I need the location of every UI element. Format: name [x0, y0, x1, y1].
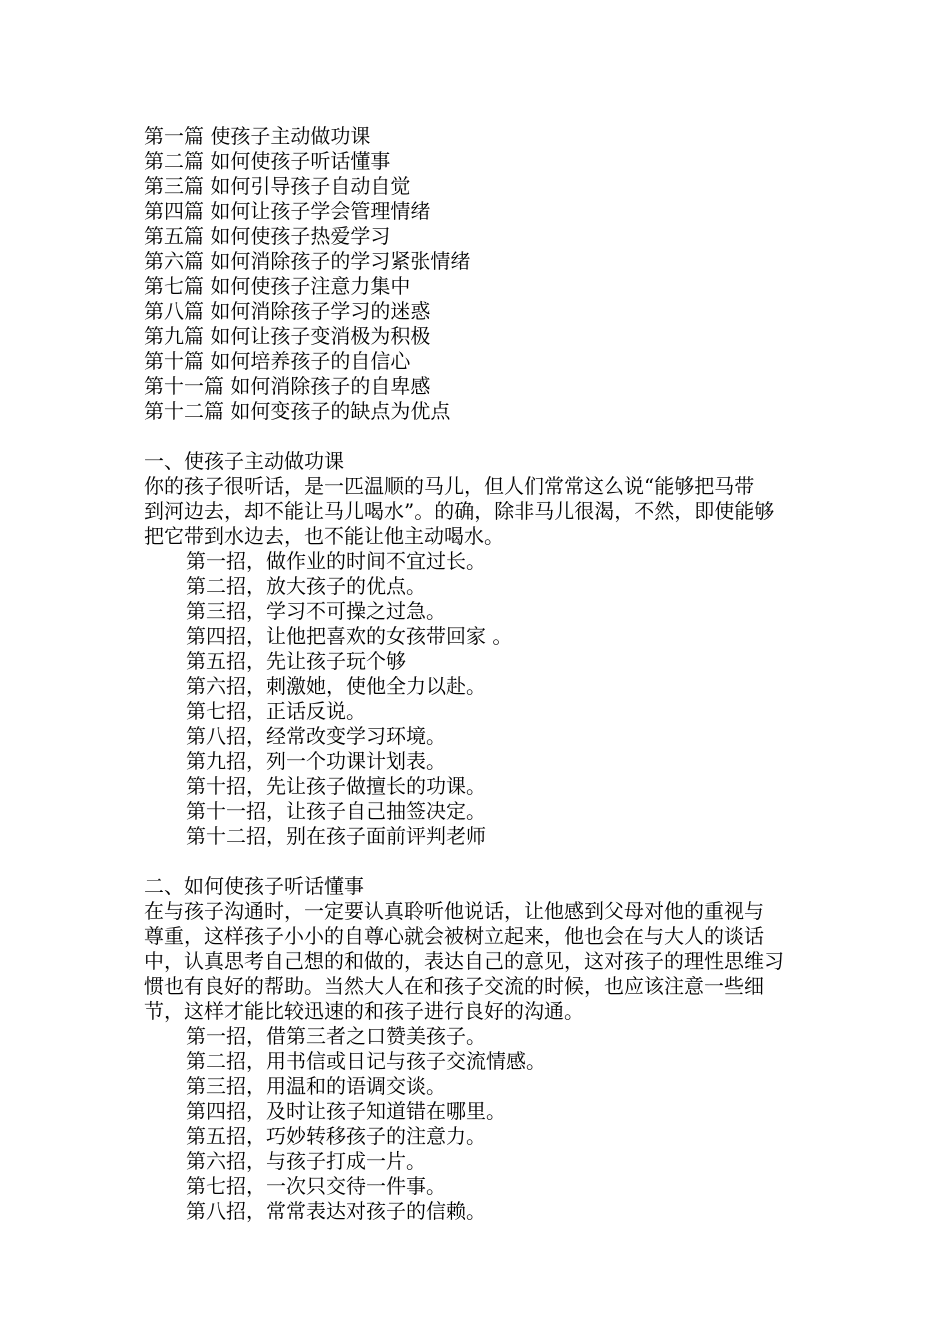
tip-item: 第四招，让他把喜欢的女孩带回家 。 [186, 624, 513, 648]
toc-item: 第四篇 如何让孩子学会管理情绪 [144, 199, 431, 223]
tip-item: 第二招，用书信或日记与孩子交流情感。 [186, 1049, 546, 1073]
tip-item: 第十一招，让孩子自己抽签决定。 [186, 799, 486, 823]
toc-item: 第一篇 使孩子主动做功课 [144, 124, 371, 148]
toc-item: 第三篇 如何引导孩子自动自觉 [144, 174, 411, 198]
tip-item: 第五招，先让孩子玩个够 [186, 649, 406, 673]
toc-item: 第二篇 如何使孩子听话懂事 [144, 149, 391, 173]
body-line: 节，这样才能比较迅速的和孩子进行良好的沟通。 [144, 999, 584, 1023]
section-1 [144, 449, 808, 849]
tip-item: 第七招，一次只交待一件事。 [186, 1174, 446, 1198]
toc-item: 第十篇 如何培养孩子的自信心 [144, 349, 411, 373]
table-of-contents [144, 124, 808, 424]
section-heading: 二、如何使孩子听话懂事 [144, 874, 364, 898]
tip-item: 第八招，常常表达对孩子的信赖。 [186, 1199, 486, 1223]
toc-item: 第九篇 如何让孩子变消极为积极 [144, 324, 431, 348]
tip-item: 第六招，与孩子打成一片。 [186, 1149, 426, 1173]
tip-item: 第九招，列一个功课计划表。 [186, 749, 446, 773]
body-line: 惯也有良好的帮助。当然大人在和孩子交流的时候，也应该注意一些细 [144, 974, 764, 998]
toc-item: 第八篇 如何消除孩子学习的迷惑 [144, 299, 431, 323]
tip-item: 第六招，刺激她，使他全力以赴。 [186, 674, 486, 698]
spacer [144, 849, 808, 874]
spacer [144, 424, 808, 449]
body-line: 到河边去，却不能让马儿喝水”。的确，除非马儿很渴，不然，即使能够 [144, 499, 775, 523]
tip-item: 第四招，及时让孩子知道错在哪里。 [186, 1099, 506, 1123]
toc-item: 第六篇 如何消除孩子的学习紧张情绪 [144, 249, 471, 273]
document-content [144, 124, 808, 1224]
toc-item: 第十二篇 如何变孩子的缺点为优点 [144, 399, 451, 423]
toc-item: 第十一篇 如何消除孩子的自卑感 [144, 374, 431, 398]
tip-item: 第十招，先让孩子做擅长的功课。 [186, 774, 486, 798]
body-line: 中，认真思考自己想的和做的，表达自己的意见，这对孩子的理性思维习 [144, 949, 784, 973]
tip-item: 第一招，借第三者之口赞美孩子。 [186, 1024, 486, 1048]
tip-item: 第二招，放大孩子的优点。 [186, 574, 426, 598]
tip-item: 第五招，巧妙转移孩子的注意力。 [186, 1124, 486, 1148]
body-line: 在与孩子沟通时，一定要认真聆听他说话，让他感到父母对他的重视与 [144, 899, 764, 923]
toc-item: 第五篇 如何使孩子热爱学习 [144, 224, 391, 248]
section-heading: 一、使孩子主动做功课 [144, 449, 344, 473]
tip-item: 第十二招，别在孩子面前评判老师 [186, 824, 486, 848]
tip-item: 第三招，学习不可操之过急。 [186, 599, 446, 623]
body-line: 尊重，这样孩子小小的自尊心就会被树立起来，他也会在与大人的谈话 [144, 924, 764, 948]
body-line: 把它带到水边去，也不能让他主动喝水。 [144, 524, 504, 548]
body-line: 你的孩子很听话，是一匹温顺的马儿，但人们常常这么说“能够把马带 [144, 474, 755, 498]
tip-item: 第一招，做作业的时间不宜过长。 [186, 549, 486, 573]
tip-item: 第八招，经常改变学习环境。 [186, 724, 446, 748]
toc-item: 第七篇 如何使孩子注意力集中 [144, 274, 411, 298]
tip-item: 第七招，正话反说。 [186, 699, 366, 723]
tip-item: 第三招，用温和的语调交谈。 [186, 1074, 446, 1098]
section-2 [144, 874, 808, 1224]
